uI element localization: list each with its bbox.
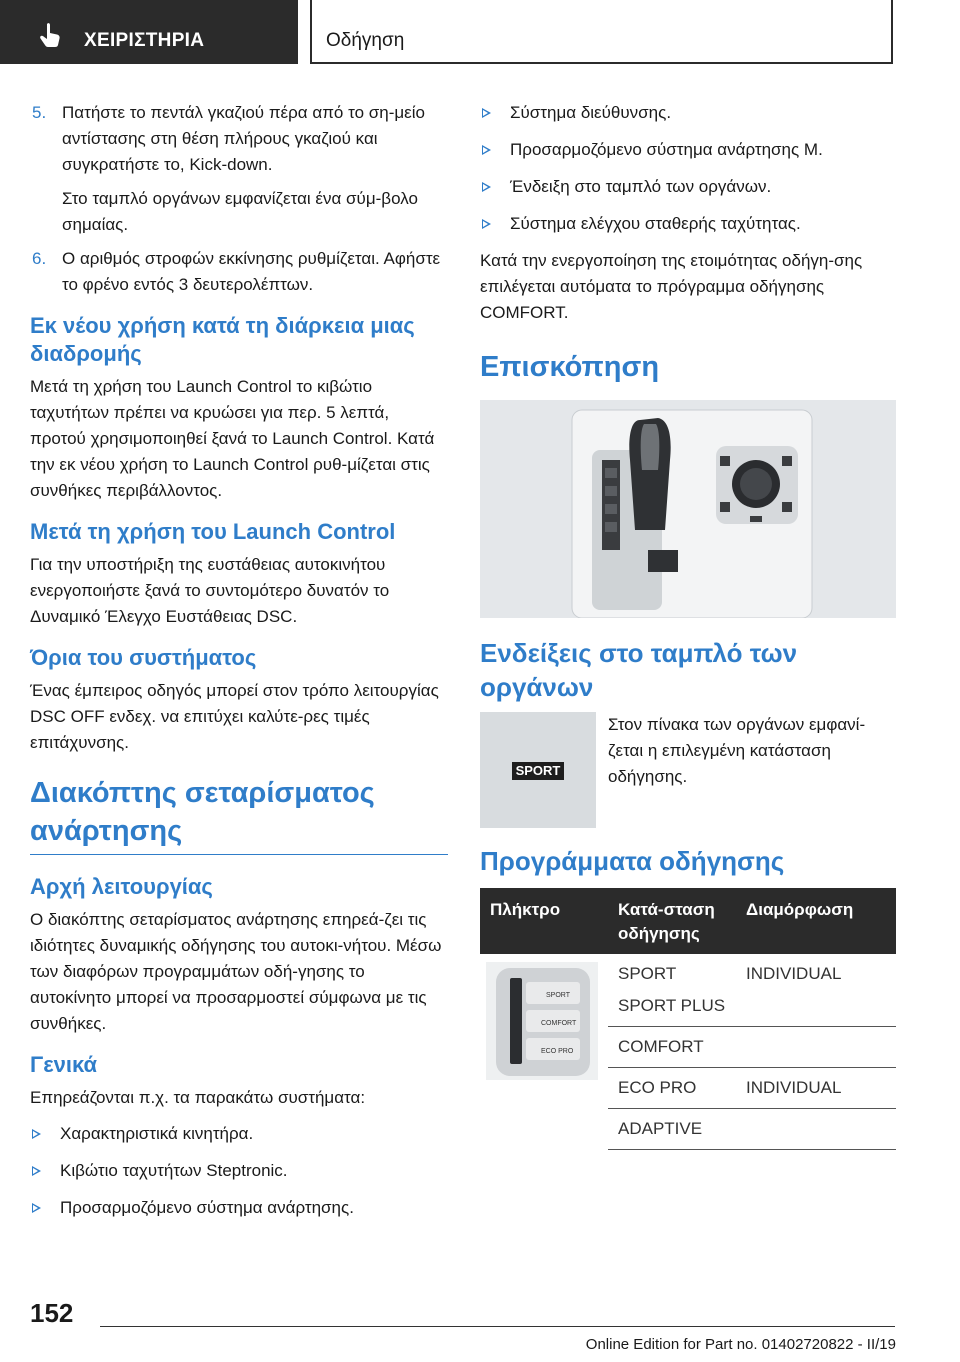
- comfort-button-label: COMFORT: [541, 1020, 577, 1027]
- systems-bullet-list: [480, 100, 896, 237]
- section-header: [310, 0, 893, 64]
- mode-cell: ADAPTIVE: [608, 1109, 736, 1150]
- config-cell: INDIVIDUAL: [736, 954, 896, 1027]
- config-cell: [736, 1027, 896, 1068]
- heading-suspension-switch: Διακόπτης σεταρίσματος ανάρτησης: [30, 774, 448, 855]
- center-console-illustration: [480, 400, 896, 618]
- paragraph-instrument-display: Στον πίνακα των οργάνων εμφανί-ζεται η επιλεγμένη κατάσταση οδήγησης.: [608, 715, 866, 786]
- list-item: Χαρακτηριστικά κινητήρα.: [30, 1121, 448, 1147]
- heading-after-launch-control: Μετά τη χρήση του Launch Control: [30, 519, 396, 544]
- triangle-bullet-icon: [32, 1166, 41, 1176]
- paragraph-system-limits: Ένας έμπειρος οδηγός μπορεί στον τρόπο λειτουργίας DSC OFF ενδεχ. να επιτύχει καλύτε-ρες τιμές επιτάχυνσης.: [30, 681, 439, 752]
- step-text: Ο αριθμός στροφών εκκίνησης ρυθμίζεται. Αφήστε το φρένο εντός 3 δευτερολέπτων.: [62, 249, 441, 294]
- instrument-cluster-image: [480, 712, 596, 828]
- heading-driving-programs: Προγράμματα οδήγησης: [480, 846, 785, 876]
- sport-indicator-badge: SPORT: [512, 762, 564, 780]
- general-bullet-list: [30, 1121, 448, 1221]
- paragraph-after-launch-control: Για την υποστήριξη της ευστάθειας αυτοκινήτου ενεργοποιήστε ξανά το συντομότερο δυνατόν το Δυναμικό Έλεγχο Ευστάθειας DSC.: [30, 555, 390, 626]
- edition-note: Online Edition for Part no. 01402720822 - II/19: [585, 1336, 896, 1353]
- triangle-bullet-icon: [482, 219, 491, 229]
- table-header-button: Πλήκτρο: [480, 888, 608, 954]
- list-item: Προσαρμοζόμενο σύστημα ανάρτησης.: [30, 1195, 448, 1221]
- driving-programs-table: [480, 888, 896, 1150]
- step-6: [30, 246, 448, 298]
- step-number: 5.: [32, 103, 47, 122]
- triangle-bullet-icon: [482, 108, 491, 118]
- chapter-header: [0, 0, 298, 64]
- instrument-display-row: [480, 712, 896, 830]
- chapter-title: ΧΕΙΡΙΣΤΗΡΙΑ: [84, 30, 205, 51]
- sport-button-label: SPORT: [546, 992, 570, 999]
- hand-pointer-icon: [38, 22, 62, 48]
- step-text: Πατήστε το πεντάλ γκαζιού πέρα από το ση-μείο αντίστασης στη θέση πλήρους γκαζιού και συγκρατήστε το, Kick-down.: [62, 103, 425, 174]
- table-header-config: Διαμόρφωση: [736, 888, 896, 954]
- triangle-bullet-icon: [482, 182, 491, 192]
- paragraph-reuse: Μετά τη χρήση του Launch Control το κιβώτιο ταχυτήτων πρέπει να κρυώσει για περ. 5 λεπτά, προτού χρησιμοποιηθεί ξανά το Launch Control. Κατά την εκ νέου χρήση το Launch Control ρυθ-μίζεται στις συνθήκες περιβάλλοντος.: [30, 377, 435, 500]
- table-header-mode: Κατά-σταση οδήγησης: [608, 888, 736, 954]
- left-column: [30, 100, 448, 1232]
- triangle-bullet-icon: [32, 1203, 41, 1213]
- eco-pro-button-label: ECO PRO: [541, 1048, 574, 1055]
- mode-cell: COMFORT: [608, 1027, 736, 1068]
- step-text: Στο ταμπλό οργάνων εμφανίζεται ένα σύμ-βολο σημαίας.: [62, 189, 418, 234]
- mode-buttons-illustration: [486, 962, 598, 1080]
- list-item: Σύστημα διεύθυνσης.: [480, 100, 896, 126]
- center-console-photo: [480, 400, 896, 618]
- section-title: Οδήγηση: [326, 30, 405, 51]
- paragraph-general: Επηρεάζονται π.χ. τα παρακάτω συστήματα:: [30, 1088, 366, 1107]
- paragraph-principle: Ο διακόπτης σεταρίσματος ανάρτησης επηρεά-ζει τις ιδιότητες δυναμικής οδήγησης του αυτοκι-νήτου. Μέσω των διαφόρων προγραμμάτων οδή-γησης το αυτοκίνητο μπορεί να προσαρμοστεί σύμφωνα με τις συνθήκες.: [30, 910, 442, 1033]
- step-number: 6.: [32, 249, 47, 268]
- button-image-cell: [480, 954, 608, 1150]
- mode-cell: SPORT SPORT PLUS: [608, 954, 736, 1027]
- config-cell: [736, 1109, 896, 1150]
- step-5: [30, 100, 448, 238]
- list-item: Ένδειξη στο ταμπλό των οργάνων.: [480, 174, 896, 200]
- heading-general: Γενικά: [30, 1052, 98, 1077]
- heading-reuse: Εκ νέου χρήση κατά τη διάρκεια μιας διαδρομής: [30, 313, 415, 366]
- list-item: Προσαρμοζόμενο σύστημα ανάρτησης M.: [480, 137, 896, 163]
- list-item: Σύστημα ελέγχου σταθερής ταχύτητας.: [480, 211, 896, 237]
- right-column: [480, 100, 896, 1150]
- heading-system-limits: Όρια του συστήματος: [30, 645, 257, 670]
- footer-divider: [100, 1326, 895, 1327]
- table-row: [480, 954, 896, 1027]
- heading-principle: Αρχή λειτουργίας: [30, 874, 213, 899]
- page-number: 152: [30, 1298, 74, 1328]
- heading-overview: Επισκόπηση: [480, 351, 660, 383]
- mode-cell: ECO PRO: [608, 1068, 736, 1109]
- triangle-bullet-icon: [482, 145, 491, 155]
- triangle-bullet-icon: [32, 1129, 41, 1139]
- paragraph-readiness: Κατά την ενεργοποίηση της ετοιμότητας οδήγη-σης επιλέγεται αυτόματα το πρόγραμμα οδήγησης COMFORT.: [480, 251, 863, 322]
- list-item: Κιβώτιο ταχυτήτων Steptronic.: [30, 1158, 448, 1184]
- config-cell: INDIVIDUAL: [736, 1068, 896, 1109]
- heading-instrument-display: Ενδείξεις στο ταμπλό των οργάνων: [480, 638, 798, 702]
